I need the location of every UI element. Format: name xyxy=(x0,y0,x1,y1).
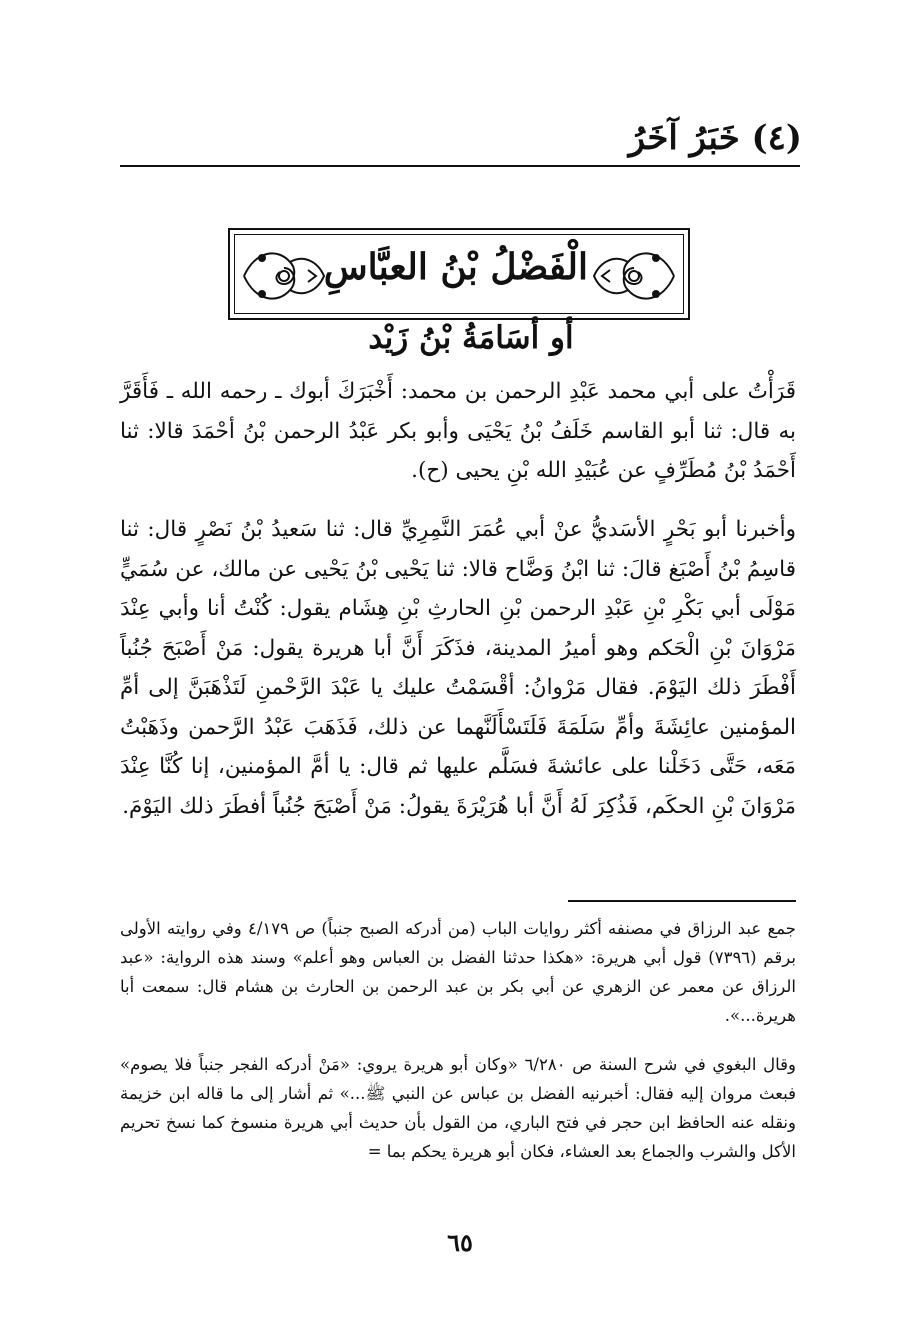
header-rule xyxy=(120,165,800,167)
floral-ornament-icon xyxy=(238,240,330,312)
chapter-subtitle: أو أسَامَةُ بْنُ زَيْد xyxy=(368,320,574,356)
floral-ornament-icon xyxy=(588,240,680,312)
footnote: وقال البغوي في شرح السنة ص ٦/٢٨٠ «وكان أبو هريرة يروي: «مَنْ أدركه الفجر جنباً فلا يصوم» فبعث مروان إليه فقال: أخبرنيه الفضل بن عباس عن النبي ﷺ...» ثم أشار إلى ما قاله ابن خزيمة ونقله عنه الحافظ ابن حجر في فتح الباري، من القول بأن حديث أبي هريرة منسوخ كما نسخ تحريم الأكل والشرب والجماع بعد العشاء، فكان أبو هريرة يحكم بما = xyxy=(120,1055,796,1161)
body-paragraph: وأخبرنا أبو بَحْرٍ الأسَديُّ عنْ أبي عُمَرَ النَّمِرِيِّ قال: ثنا سَعيدُ بْنُ نَصْرٍ قال: ثنا قاسِمُ بْنُ أَصْبَغ قالَ: ثنا ابْنُ وَضَّاح قالا: ثنا يَحْيى بْنُ يَحْيى عن مالك، عن سُمَيٍّ مَوْلَى أبي بَكْرِ بْنِ عَبْدِ الرحمن بْنِ الحارثِ بْنِ هِشَام يقول: كُنْتُ أنا وأبي عِنْدَ مَرْوَانَ بْنِ الْحَكم وهو أميرُ المدينة، فذَكَرَ أَنَّ أبا هريرة يقول: مَنْ أَصْبَحَ جُنُباً أَفْطَرَ ذلك اليَوْمَ. فقال مَرْوانُ: أقْسَمْتُ عليك يا عَبْدَ الرَّحْمنِ لَتَذْهَبَنَّ إلى أمِّ المؤمنين عائِشَةَ وأمِّ سَلَمَةَ فَلَتَسْأَلَنَّهما عن ذلك، فَذَهَبَ عَبْدُ الرَّحمن وذَهَبْتُ مَعَه، حَتَّى دَخَلْنا على عائشةَ فسَلَّم عليها ثم قال: يا أمَّ المؤمنين، إنا كُنَّا عِنْدَ مَرْوَانَ بْنِ الحكَم، فَذُكِرَ لَهُ أَنَّ أبا هُرَيْرَةَ يقولُ: مَنْ أَصْبَحَ جُنُباً أفطَرَ ذلك اليَوْمَ. xyxy=(120,517,796,819)
page-number: ٦٥ xyxy=(447,1228,473,1257)
chapter-title: الْفَضْلُ بْنُ العبَّاسِ xyxy=(323,246,588,288)
section-heading: (٤) خَبَرُ آخَرُ xyxy=(628,118,802,158)
body-paragraph: قَرَأْتُ على أبي محمد عَبْدِ الرحمن بن محمد: أَخْبَرَكَ أبوك ـ رحمه الله ـ فَأَقَرَّ به قال: ثنا أبو القاسم خَلَفُ بْنُ يَحْيَى وأبو بكر عَبْدُ الرحمن بْنُ أحْمَدَ قالا: ثنا أَحْمَدُ بْنُ مُطَرِّفٍ عن عُبَيْدِ الله بْنِ يحيى (ح). xyxy=(120,379,796,483)
footnote: جمع عبد الرزاق في مصنفه أكثر روايات الباب (من أدركه الصبح جنباً) ص ٤/١٧٩ وفي روايته الأولى برقم (٧٣٩٦) قول أبي هريرة: «هكذا حدثنا الفضل بن العباس وهو أعلم» وسند هذه الرواية: «عبد الرزاق عن معمر عن الزهري عن أبي بكر بن عبد الرحمن بن الحارث بن هشام قال: سمعت أبا هريرة...». xyxy=(120,919,796,1025)
footnote-rule xyxy=(568,900,796,902)
